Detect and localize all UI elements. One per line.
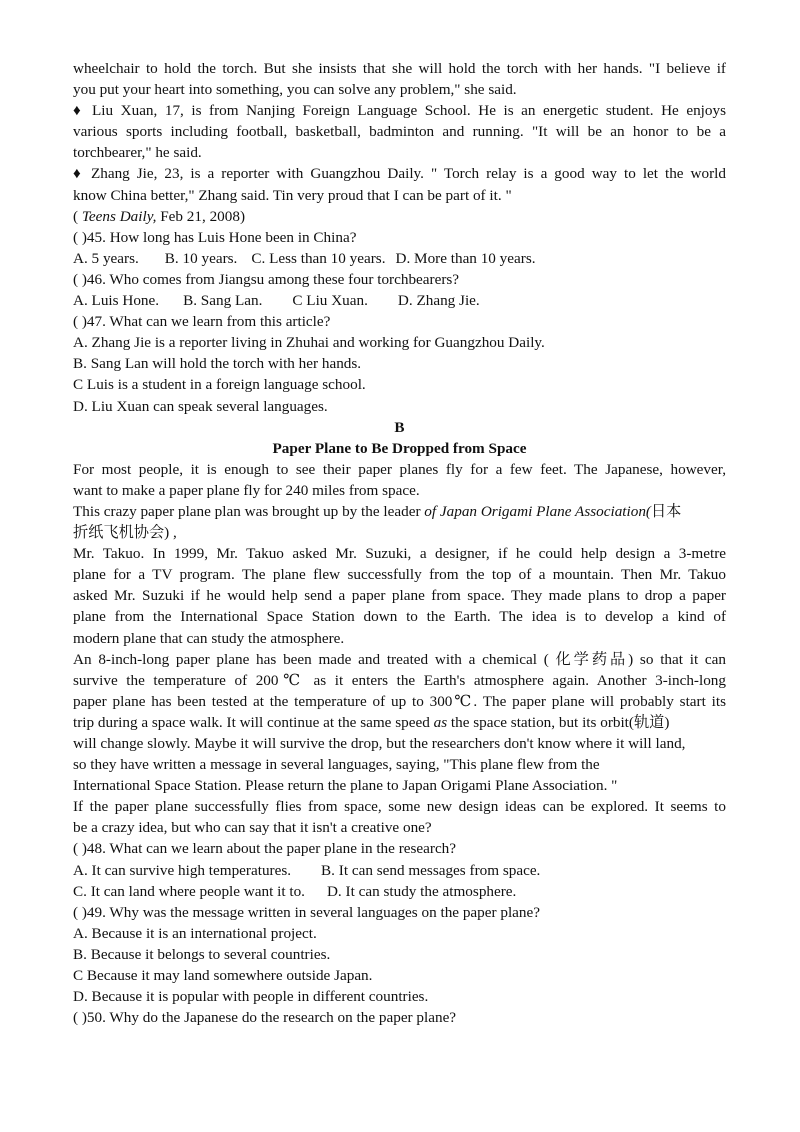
question-50 <box>73 1007 726 1028</box>
text-segment: This crazy paper plane plan was brought up by the leader <box>73 502 425 520</box>
question-options <box>73 860 726 881</box>
option-a: A. Because it is an international project. <box>73 924 317 942</box>
citation-date: Feb 21, 2008) <box>156 207 245 225</box>
option-d: D. Because it is popular with people in different countries. <box>73 988 429 1006</box>
question-47 <box>73 311 726 416</box>
question-options <box>73 881 726 902</box>
text-line: International Space Station. Please return the plane to Japan Origami Plane Association. " <box>73 777 618 795</box>
text-segment: trip during a space walk. It will continue at the same speed <box>73 713 434 731</box>
citation-open: ( <box>73 207 79 225</box>
passage-a-paragraph-3 <box>73 163 726 205</box>
text-line: ♦ Zhang Jie, 23, is a reporter with Guangzhou Daily. " Torch relay is a good way to let the world <box>73 165 726 183</box>
text-line: paper plane has been tested at the temperature of up to 300℃. The paper plane will probably start its <box>73 692 726 710</box>
italic-word: as <box>433 713 448 731</box>
passage-b-paragraph-4 <box>73 649 726 797</box>
option-b: B. It can send messages from space. <box>321 861 541 879</box>
text-line: will change slowly. Maybe it will survive the drop, but the researchers don't know where it will land, <box>73 735 686 752</box>
text-line: modern plane that can study the atmosphere. <box>73 629 345 647</box>
document-page <box>73 58 726 1028</box>
passage-title: Paper Plane to Be Dropped from Space <box>272 439 527 457</box>
passage-b-paragraph-1 <box>73 459 726 501</box>
question-stem: ( )49. Why was the message written in several languages on the paper plane? <box>73 903 540 921</box>
text-line: know China better," Zhang said. Tin very proud that I can be part of it. " <box>73 186 512 204</box>
text-line: If the paper plane successfully flies from space, some new design ideas can be explored. It seems to <box>73 798 726 816</box>
section-label: B <box>394 418 405 436</box>
text-line: be a crazy idea, but who can say that it isn't a creative one? <box>73 819 432 837</box>
text-line: wheelchair to hold the torch. But she insists that she will hold the torch with her hands. "I believe if <box>73 60 726 77</box>
text-line: want to make a paper plane fly for 240 miles from space. <box>73 481 420 499</box>
passage-b-paragraph-2 <box>73 501 726 543</box>
option-b: B. 10 years. <box>164 249 238 267</box>
text-line <box>73 501 726 522</box>
option-a: A. It can survive high temperatures. <box>73 861 292 879</box>
option-c: C Because it may land somewhere outside Japan. <box>73 967 373 985</box>
text-segment: the space station, but its orbit(轨道) <box>447 713 670 731</box>
cjk-text: 日本 <box>650 502 682 520</box>
question-49 <box>73 902 726 1007</box>
text-line: 折纸飞机协会) , <box>73 524 177 542</box>
option-c: C. Less than 10 years. <box>251 249 386 267</box>
text-line: An 8-inch-long paper plane has been made and treated with a chemical ( 化学药品) so that it can <box>73 650 726 668</box>
option-d: D. More than 10 years. <box>395 249 536 267</box>
passage-b-paragraph-3 <box>73 543 726 648</box>
option-d: D. Zhang Jie. <box>397 292 480 310</box>
option-b: B. Sang Lan will hold the torch with her hands. <box>73 355 362 373</box>
question-46 <box>73 269 726 311</box>
citation-title: Teens Daily, <box>81 207 157 225</box>
option-d: D. Liu Xuan can speak several languages. <box>73 397 328 415</box>
text-line: For most people, it is enough to see their paper planes fly for a few feet. The Japanese, however, <box>73 460 726 478</box>
passage-a-paragraph-1 <box>73 58 726 100</box>
text-line: survive the temperature of 200℃ as it enters the Earth's atmosphere again. Another 3-inch-long <box>73 671 726 689</box>
text-line: so they have written a message in several languages, saying, "This plane flew from the <box>73 756 600 774</box>
option-c: C Liu Xuan. <box>292 292 368 310</box>
question-stem: ( )47. What can we learn from this article? <box>73 313 331 331</box>
text-line: you put your heart into something, you can solve any problem," she said. <box>73 81 517 99</box>
question-stem: ( )45. How long has Luis Hone been in China? <box>73 228 357 246</box>
option-b: B. Sang Lan. <box>183 292 263 310</box>
association-name: of Japan Origami Plane Association( <box>424 502 651 520</box>
text-line <box>73 712 726 733</box>
text-line: asked Mr. Suzuki if he would help send a paper plane from space. They made plans to drop a paper <box>73 587 726 605</box>
text-line: Mr. Takuo. In 1999, Mr. Takuo asked Mr. Suzuki, a designer, if he could help design a 3-metre <box>73 545 726 563</box>
option-a: A. Zhang Jie is a reporter living in Zhuhai and working for Guangzhou Daily. <box>73 334 545 352</box>
text-line: torchbearer," he said. <box>73 144 202 162</box>
question-stem: ( )50. Why do the Japanese do the research on the paper plane? <box>73 1009 457 1027</box>
text-line: plane from the International Space Station down to the Earth. The idea is to develop a kind of <box>73 608 726 626</box>
text-line: various sports including football, basketball, badminton and running. "It will be an honor to be a <box>73 123 726 141</box>
option-a: A. 5 years. <box>73 249 139 267</box>
option-c: C Luis is a student in a foreign language school. <box>73 376 366 394</box>
text-line: plane for a TV program. The plane flew successfully from the top of a mountain. Then Mr. Takuo <box>73 566 726 584</box>
option-d: D. It can study the atmosphere. <box>326 882 517 900</box>
option-b: B. Because it belongs to several countries. <box>73 945 331 963</box>
question-48 <box>73 838 726 901</box>
question-stem: ( )46. Who comes from Jiangsu among these four torchbearers? <box>73 270 460 288</box>
question-options <box>73 290 726 311</box>
source-citation <box>73 206 726 227</box>
question-stem: ( )48. What can we learn about the paper plane in the research? <box>73 840 457 858</box>
passage-a-paragraph-2 <box>73 100 726 163</box>
text-line: ♦ Liu Xuan, 17, is from Nanjing Foreign Language School. He is an energetic student. He enjoys <box>73 102 726 120</box>
question-45 <box>73 227 726 269</box>
option-c: C. It can land where people want it to. <box>73 882 305 900</box>
passage-b-paragraph-5 <box>73 796 726 838</box>
question-options <box>73 248 726 269</box>
option-a: A. Luis Hone. <box>73 292 160 310</box>
